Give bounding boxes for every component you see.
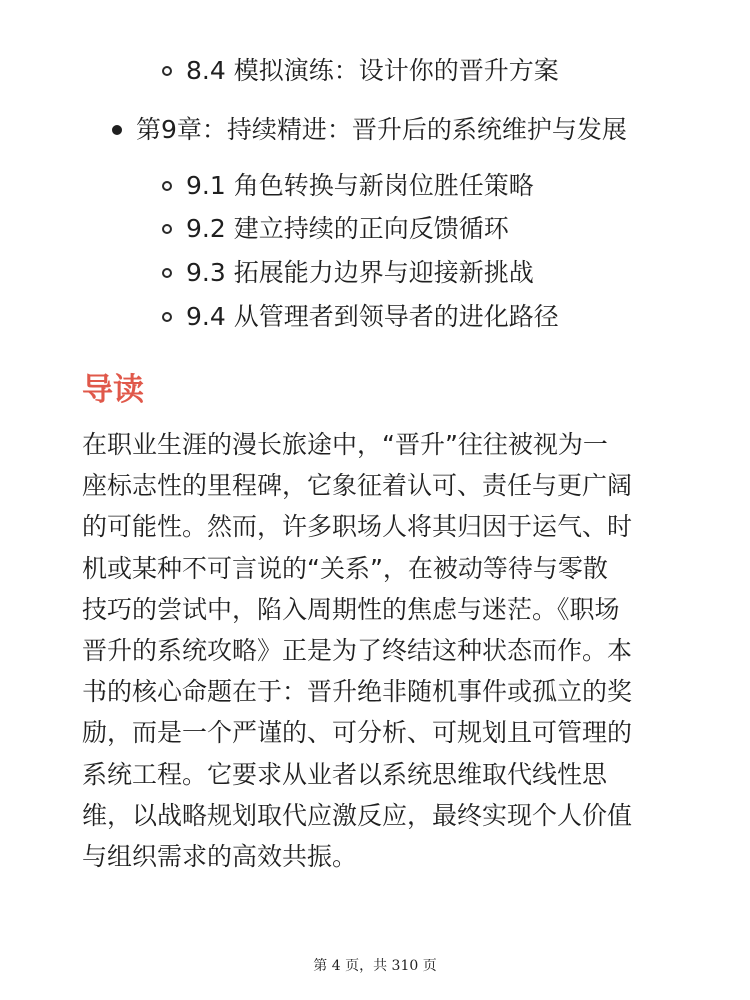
intro-paragraph <box>82 424 672 877</box>
toc-subitem-9-4 <box>162 300 559 334</box>
hollow-bullet-icon <box>162 312 172 322</box>
toc-subitem-label: 9.4 从管理者到领导者的进化路径 <box>186 302 559 331</box>
paragraph-line: 座标志性的里程碑，它象征着认可、责任与更广阔 <box>82 471 633 501</box>
toc-subitem-9-2 <box>162 212 509 246</box>
hollow-bullet-icon <box>162 224 172 234</box>
toc-subitem-9-1 <box>162 169 534 203</box>
hollow-bullet-icon <box>162 181 172 191</box>
paragraph-line: 在职业生涯的漫长旅途中，“晋升”往往被视为一 <box>82 430 608 459</box>
toc-subitem-9-3 <box>162 256 534 290</box>
paragraph-line: 系统工程。它要求从业者以系统思维取代线性思 <box>82 759 608 789</box>
toc-subitem-label: 9.2 建立持续的正向反馈循环 <box>186 214 509 243</box>
hollow-bullet-icon <box>162 268 172 278</box>
paragraph-line: 与组织需求的高效共振。 <box>82 842 358 872</box>
hollow-bullet-icon <box>162 66 172 76</box>
toc-chapter-label: 第9章：持续精进：晋升后的系统维护与发展 <box>136 115 627 144</box>
toc-subitem-label: 9.1 角色转换与新岗位胜任策略 <box>186 171 534 200</box>
section-heading: 导读 <box>82 372 144 408</box>
paragraph-line: 机或某种不可言说的“关系”，在被动等待与零散 <box>82 553 608 583</box>
toc-chapter-9 <box>112 113 627 147</box>
toc-subitem-label: 9.3 拓展能力边界与迎接新挑战 <box>186 258 534 287</box>
solid-bullet-icon <box>112 125 122 135</box>
paragraph-line: 书的核心命题在于：晋升绝非随机事件或孤立的奖 <box>82 677 633 707</box>
toc-subitem-8-4 <box>162 54 559 88</box>
paragraph-line: 技巧的尝试中，陷入周期性的焦虑与迷茫。《职场 <box>82 594 620 624</box>
paragraph-line: 的可能性。然而，许多职场人将其归因于运气、时 <box>82 512 633 542</box>
paragraph-line: 维，以战略规划取代应激反应，最终实现个人价值 <box>82 800 633 830</box>
page-number-footer: 第 4 页，共 310 页 <box>313 958 437 974</box>
paragraph-line: 晋升的系统攻略》正是为了终结这种状态而作。本 <box>82 636 633 666</box>
toc-subitem-label: 8.4 模拟演练：设计你的晋升方案 <box>186 56 559 85</box>
paragraph-line: 励，而是一个严谨的、可分析、可规划且可管理的 <box>82 718 633 748</box>
